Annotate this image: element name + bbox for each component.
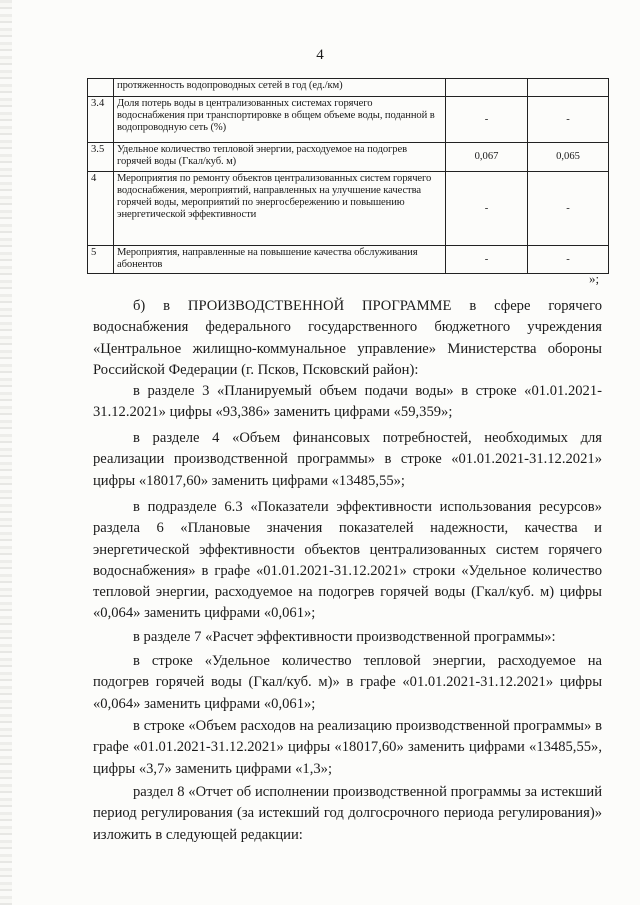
table-row (88, 172, 609, 246)
row-description: Мероприятия, направленные на повышение качества обслуживания абонентов (114, 246, 446, 274)
paragraph: в строке «Объем расходов на реализацию производственной программы» в графе «01.01.2021-31.12.2021» цифры «18017,60» заменить цифрами «13485,55», цифры «3,7» заменить цифрами «1,3»; (93, 718, 602, 777)
row-value-2: - (528, 97, 609, 143)
scan-edge (0, 0, 12, 905)
row-value-2: - (528, 172, 609, 246)
row-value-2: - (528, 246, 609, 274)
row-value-1 (446, 79, 528, 97)
row-value-1: 0,067 (446, 143, 528, 172)
row-value-1: - (446, 97, 528, 143)
row-value-1: - (446, 246, 528, 274)
row-description: Мероприятия по ремонту объектов централизованных систем горячего водоснабжения, мероприятий, направленных на улучшение качества горячей воды, мероприятий по энергосбережению и повышению энергетической эффективности (114, 172, 446, 246)
row-value-2: 0,065 (528, 143, 609, 172)
row-description: Удельное количество тепловой энергии, расходуемое на подогрев горячей воды (Гкал/куб. м) (114, 143, 446, 172)
row-number: 3.5 (88, 143, 114, 172)
paragraph: в строке «Удельное количество тепловой энергии, расходуемое на подогрев горячей воды (Гкал/куб. м)» в графе «01.01.2021-31.12.2021» цифры «0,064» заменить цифрами «0,061»; (93, 653, 602, 712)
page-number: 4 (316, 47, 324, 63)
row-number: 4 (88, 172, 114, 246)
table-row (88, 97, 609, 143)
row-description: Доля потерь воды в централизованных системах горячего водоснабжения при транспортировке в общем объеме воды, поданной в водопроводную сеть (%) (114, 97, 446, 143)
paragraph: в подразделе 6.3 «Показатели эффективности использования ресурсов» раздела 6 «Плановые значения показателей надежности, качества и энергетической эффективности объектов централизованных систем горячего водоснабжения» в графе «01.01.2021-31.12.2021» строки «Удельное количество тепловой энергии, расходуемое на подогрев горячей воды (Гкал/куб. м) цифры «0,064» заменить цифрами «0,061»; (93, 499, 602, 622)
paragraph: раздел 8 «Отчет об исполнении производственной программы за истекший период регулирования (за истекший год долгосрочного периода регулирования)» изложить в следующей редакции: (93, 784, 602, 843)
table-closing-quote: »; (589, 271, 600, 286)
table-row (88, 246, 609, 274)
row-value-1: - (446, 172, 528, 246)
paragraph: в разделе 7 «Расчет эффективности производственной программы»: (133, 629, 556, 645)
table-row (88, 79, 609, 97)
row-number: 3.4 (88, 97, 114, 143)
row-value-2 (528, 79, 609, 97)
indicators-table (87, 78, 609, 274)
paragraph: в разделе 4 «Объем финансовых потребностей, необходимых для реализации производственной программы» в строке «01.01.2021-31.12.2021» цифры «18017,60» заменить цифрами «13485,55»; (93, 430, 602, 489)
paragraph: б) в ПРОИЗВОДСТВЕННОЙ ПРОГРАММЕ в сфере горячего водоснабжения федерального государственного бюджетного учреждения «Центральное жилищно-коммунальное управление» Министерства обороны Российской Федерации (г. Псков, Псковский район): (93, 298, 602, 378)
row-number: 5 (88, 246, 114, 274)
table-row (88, 143, 609, 172)
paragraph: в разделе 3 «Планируемый объем подачи воды» в строке «01.01.2021-31.12.2021» цифры «93,386» заменить цифрами «59,359»; (93, 383, 602, 421)
row-description: протяженность водопроводных сетей в год (ед./км) (114, 79, 446, 97)
row-number (88, 79, 114, 97)
